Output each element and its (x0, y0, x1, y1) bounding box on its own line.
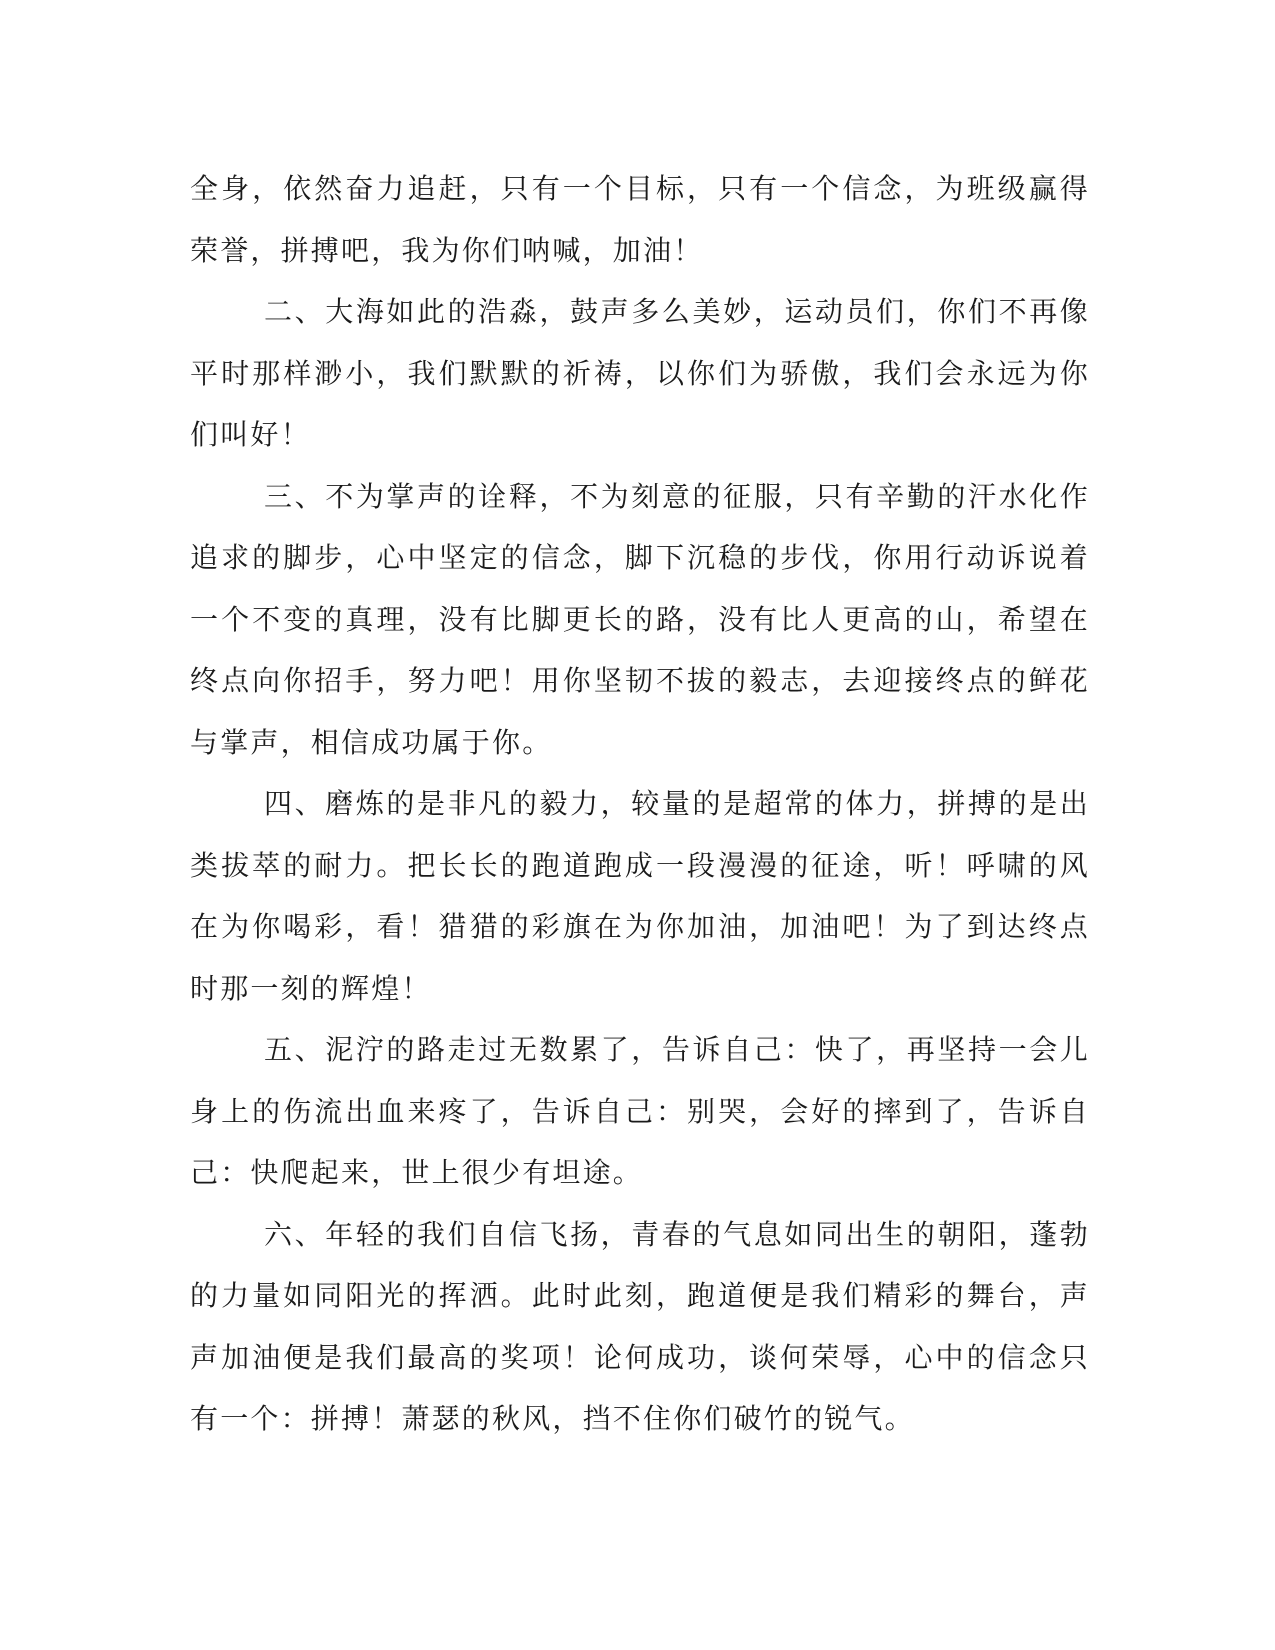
paragraph-6: 六、年轻的我们自信飞扬，青春的气息如同出生的朝阳，蓬勃的力量如同阳光的挥洒。此时此刻，跑道便是我们精彩的舞台，声声加油便是我们最高的奖项！论何成功，谈何荣辱，心中的信念只有一个：拼搏！萧瑟的秋风，挡不住你们破竹的锐气。 (190, 1217, 1090, 1435)
body-text (190, 158, 1090, 1450)
paragraph-continued: 全身，依然奋力追赶，只有一个目标，只有一个信念，为班级赢得荣誉，拼搏吧，我为你们呐喊，加油！ (190, 172, 1090, 267)
paragraph-2: 二、大海如此的浩淼，鼓声多么美妙，运动员们，你们不再像平时那样渺小，我们默默的祈祷，以你们为骄傲，我们会永远为你们叫好！ (190, 295, 1090, 451)
paragraph-3: 三、不为掌声的诠释，不为刻意的征服，只有辛勤的汗水化作追求的脚步，心中坚定的信念，脚下沉稳的步伐，你用行动诉说着一个不变的真理，没有比脚更长的路，没有比人更高的山，希望在终点向你招手，努力吧！用你坚韧不拔的毅志，去迎接终点的鲜花与掌声，相信成功属于你。 (190, 479, 1090, 759)
paragraph-5: 五、泥泞的路走过无数累了，告诉自己：快了，再坚持一会儿身上的伤流出血来疼了，告诉自己：别哭，会好的摔到了，告诉自己：快爬起来，世上很少有坦途。 (190, 1033, 1090, 1189)
paragraph-4: 四、磨炼的是非凡的毅力，较量的是超常的体力，拼搏的是出类拔萃的耐力。把长长的跑道跑成一段漫漫的征途，听！呼啸的风在为你喝彩，看！猎猎的彩旗在为你加油，加油吧！为了到达终点时那一刻的辉煌！ (190, 787, 1090, 1005)
